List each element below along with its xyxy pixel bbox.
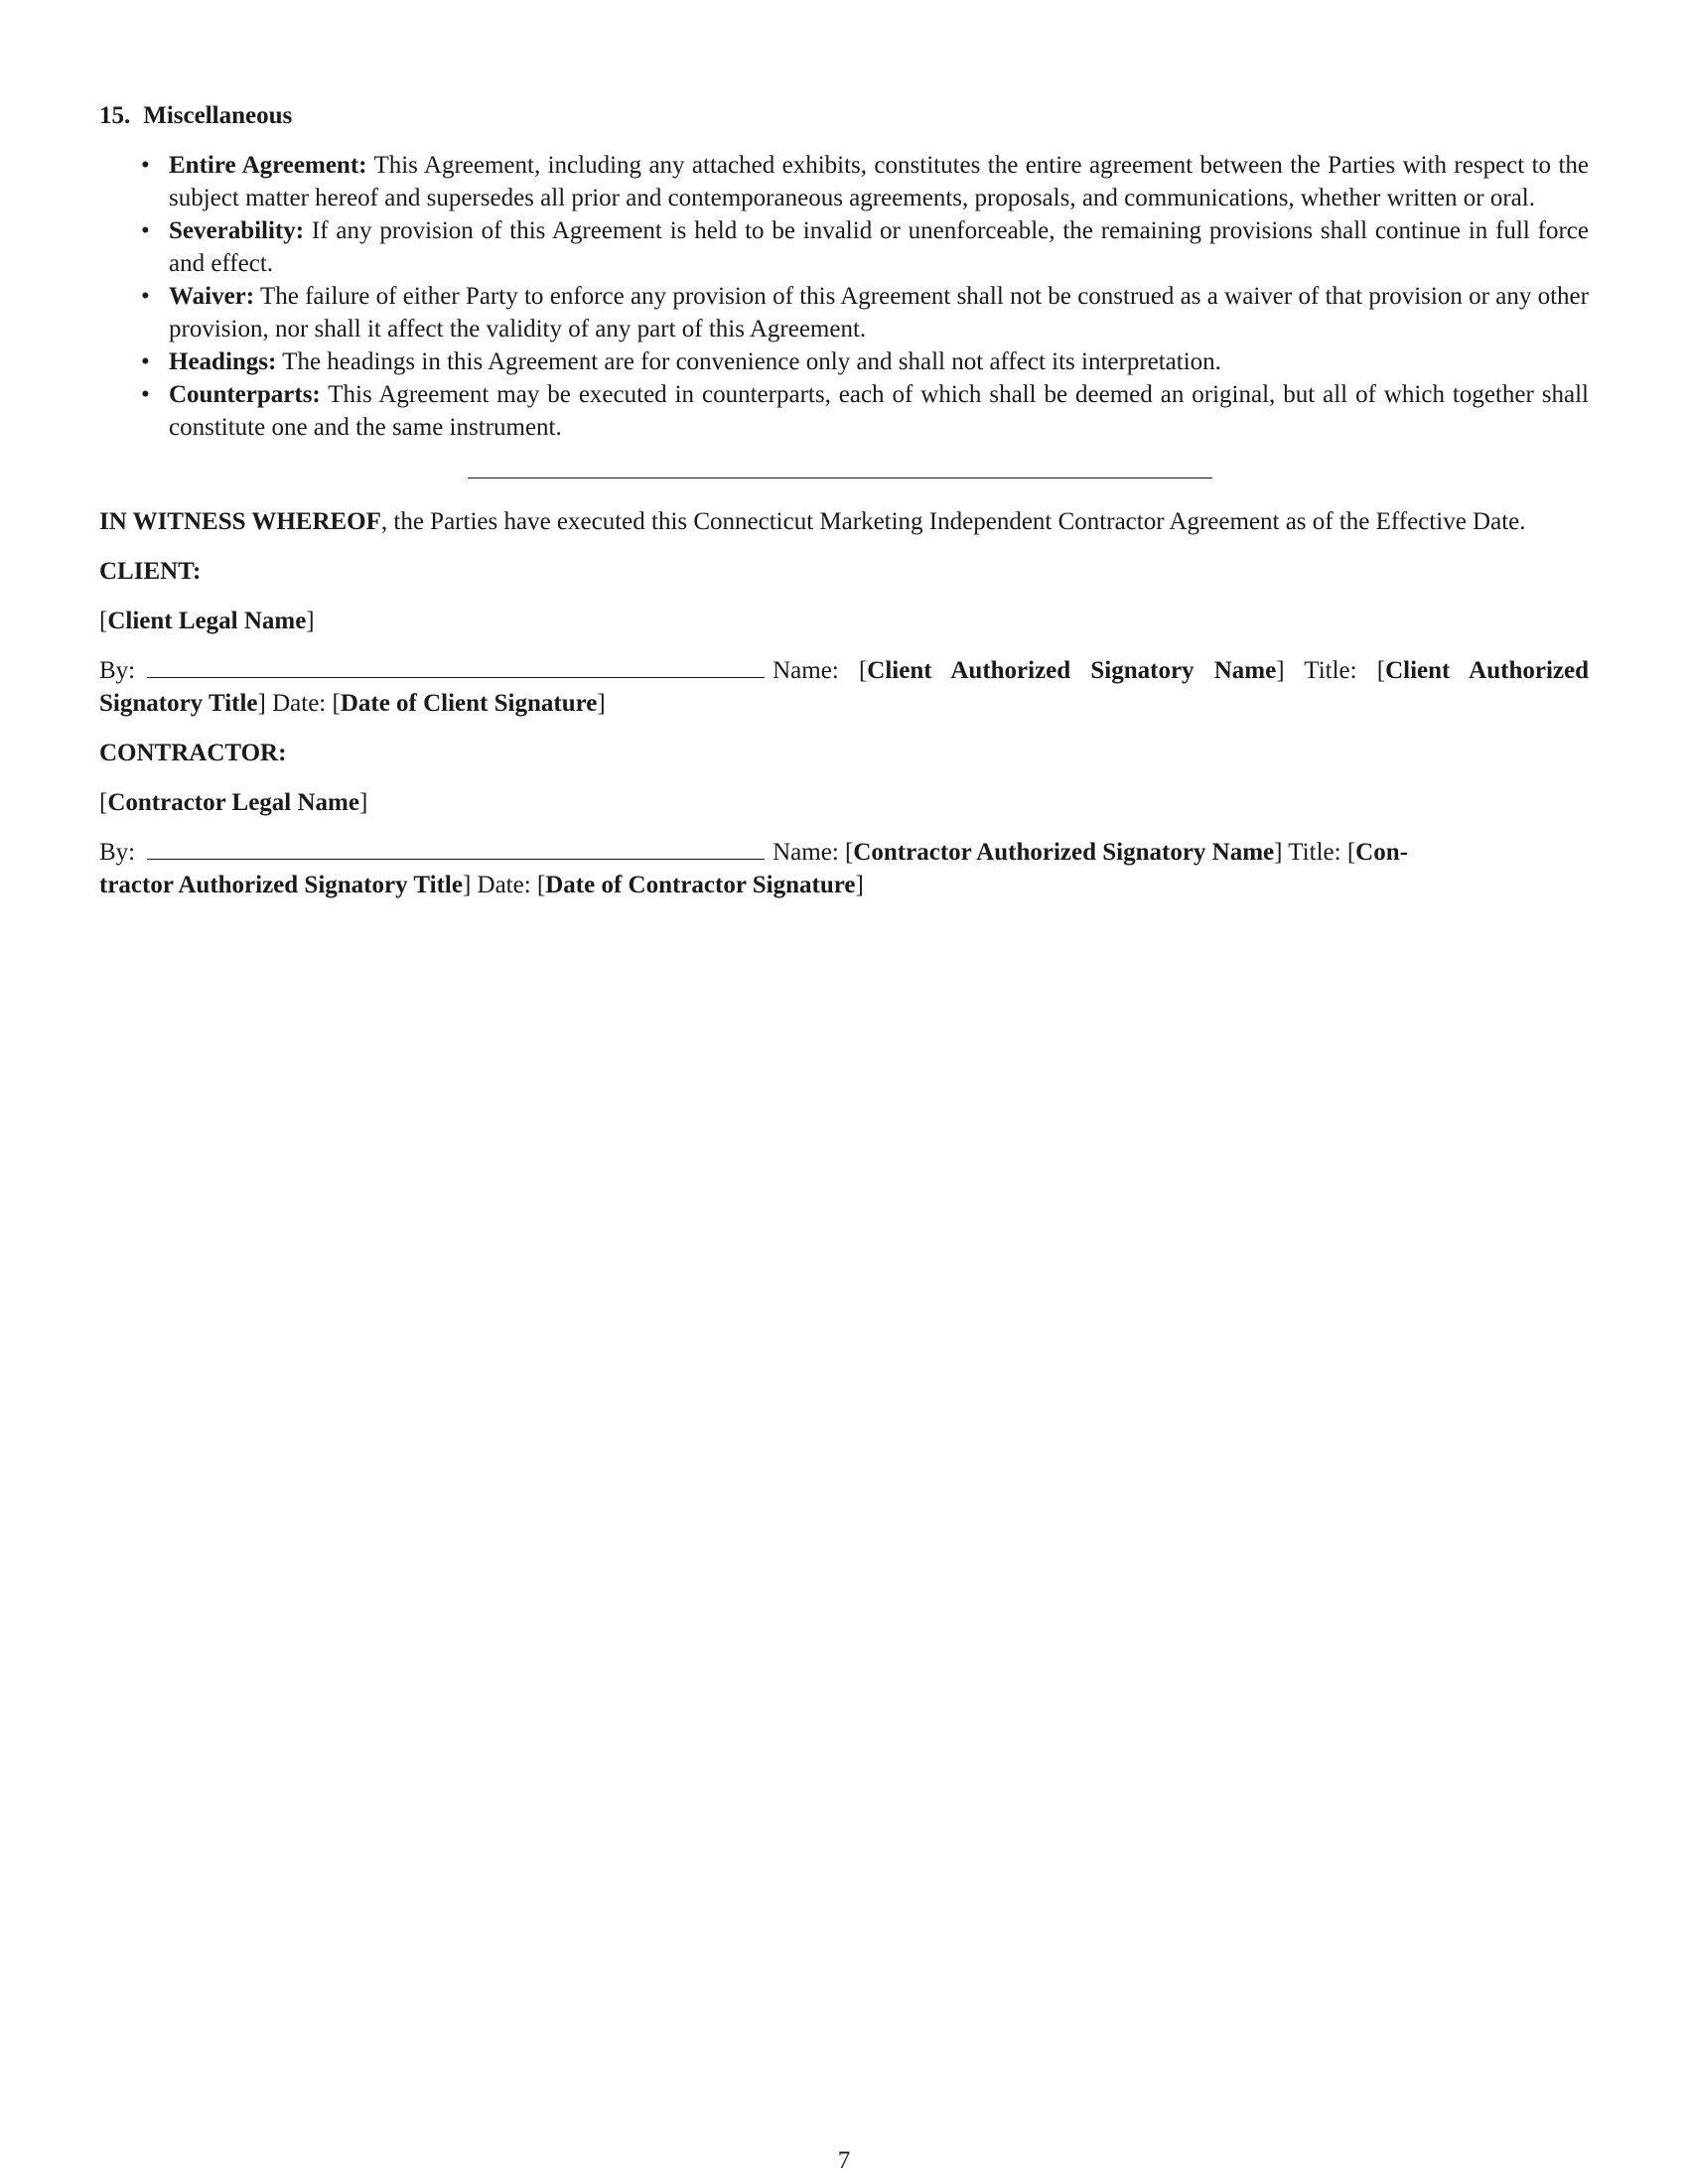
- witness-text: , the Parties have executed this Connecticut Marketing Independent Contractor Agreement as of the Effective Date.: [380, 508, 1526, 535]
- clause-text: The headings in this Agreement are for convenience only and shall not affect its interpretation.: [282, 348, 1221, 375]
- contractor-legal-name-value: Contractor Legal Name: [107, 789, 359, 816]
- contractor-title-value-part2: tractor Authorized Signatory Title: [99, 872, 463, 898]
- bracket-open: [: [1346, 839, 1356, 866]
- bracket-close: ]: [358, 789, 368, 816]
- client-legal-name-value: Client Legal Name: [107, 608, 307, 634]
- client-title-label: Title:: [1304, 657, 1357, 684]
- clause-title: Severability:: [169, 217, 305, 244]
- bracket-open: [: [1376, 657, 1386, 684]
- contractor-name-value: Contractor Authorized Signatory Name: [853, 839, 1275, 866]
- clause-title: Entire Agreement:: [169, 152, 367, 179]
- clause-counterparts: [141, 378, 1589, 444]
- clause-title: Counterparts:: [169, 381, 321, 408]
- bracket-close: ]: [462, 872, 472, 898]
- client-title-value: Client Authorized Signatory Title: [99, 657, 1589, 717]
- clause-title: Waiver:: [169, 283, 255, 310]
- clause-waiver: [141, 280, 1589, 345]
- clause-text: If any provision of this Agreement is held to be invalid or unenforceable, the remaining provisions shall continue in full force and effect.: [169, 217, 1589, 277]
- bracket-close: ]: [597, 690, 606, 717]
- section-heading: [99, 99, 1589, 132]
- bracket-close: ]: [1276, 657, 1285, 684]
- contractor-signature-block: [99, 836, 1589, 901]
- clause-text: This Agreement, including any attached exhibits, constitutes the entire agreement between the Parties with respect to the subject matter hereof and supersedes all prior and contemporaneous agreements, proposals, and communications, whether written or oral.: [169, 152, 1589, 211]
- bracket-open: [: [858, 657, 868, 684]
- bracket-close: ]: [306, 608, 315, 634]
- bullet-icon: •: [141, 283, 150, 310]
- section-title: Miscellaneous: [143, 102, 293, 129]
- bracket-open: [: [99, 608, 108, 634]
- clause-headings: [141, 345, 1589, 378]
- client-date-label: Date:: [272, 690, 327, 717]
- client-legal-name: [99, 605, 1589, 637]
- clause-text: The failure of either Party to enforce any provision of this Agreement shall not be construed as a waiver of that provision or any other provision, nor shall it affect the validity of any part of this Agreement.: [169, 283, 1589, 342]
- clause-severability: [141, 214, 1589, 280]
- contractor-name-label: Name:: [773, 839, 839, 866]
- client-name-value: Client Authorized Signatory Name: [867, 657, 1277, 684]
- bracket-close: ]: [1274, 839, 1283, 866]
- contractor-legal-name: [99, 786, 1589, 819]
- bullet-icon: •: [141, 348, 150, 375]
- bracket-close: ]: [257, 690, 266, 717]
- bracket-open: [: [99, 789, 108, 816]
- page-number: 7: [837, 2147, 851, 2174]
- client-by-label: By:: [99, 657, 136, 684]
- contractor-date-value: Date of Contractor Signature: [545, 872, 856, 898]
- client-heading: CLIENT:: [99, 558, 202, 585]
- contractor-title-value-part1: Con-: [1355, 839, 1408, 866]
- witness-lead: IN WITNESS WHEREOF: [99, 508, 381, 535]
- clause-entire-agreement: [141, 149, 1589, 214]
- witness-paragraph: [99, 505, 1589, 538]
- client-signature-block: [99, 654, 1589, 720]
- bullet-icon: •: [141, 217, 150, 244]
- bullet-icon: •: [141, 381, 150, 408]
- client-name-label: Name:: [773, 657, 839, 684]
- bullet-icon: •: [141, 152, 150, 179]
- contractor-title-label: Title:: [1288, 839, 1341, 866]
- bracket-close: ]: [855, 872, 864, 898]
- bracket-open: [: [536, 872, 546, 898]
- contractor-signature-line[interactable]: [147, 837, 765, 860]
- client-signature-line[interactable]: [147, 655, 765, 678]
- clause-list: [99, 149, 1589, 444]
- contractor-by-label: By:: [99, 839, 136, 866]
- contractor-heading: CONTRACTOR:: [99, 740, 287, 766]
- section-number: 15.: [99, 102, 131, 129]
- clause-title: Headings:: [169, 348, 277, 375]
- client-date-value: Date of Client Signature: [340, 690, 598, 717]
- bracket-open: [: [332, 690, 341, 717]
- bracket-open: [: [845, 839, 854, 866]
- clause-text: This Agreement may be executed in counterparts, each of which shall be deemed an original, but all of which together shall constitute one and the same instrument.: [169, 381, 1589, 441]
- document-page: [99, 99, 1589, 918]
- contractor-date-label: Date:: [477, 872, 531, 898]
